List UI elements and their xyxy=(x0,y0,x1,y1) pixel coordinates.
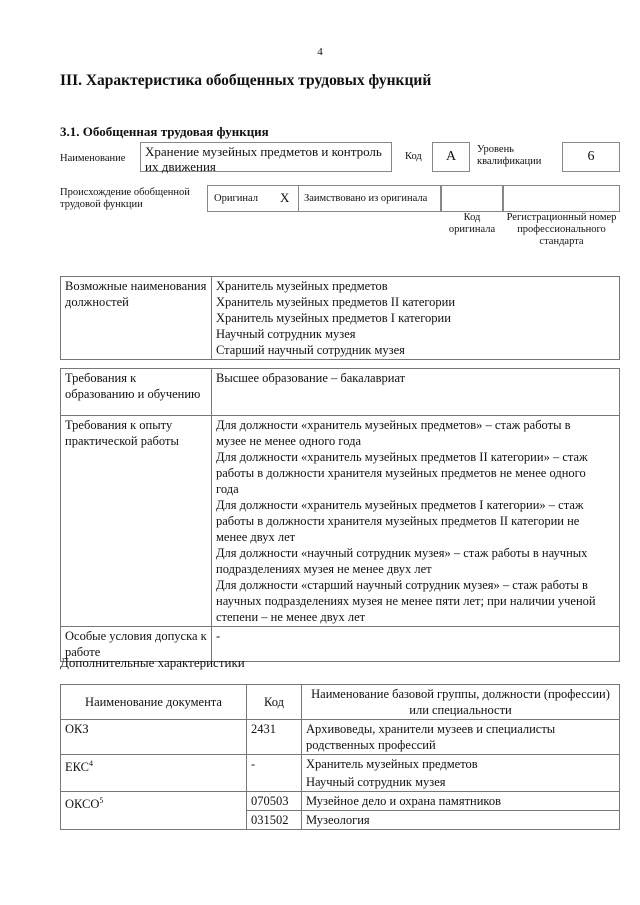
code-value: А xyxy=(445,149,457,164)
page-number: 4 xyxy=(317,46,323,58)
name-cell: Музеология xyxy=(302,811,620,830)
section-title: III. Характеристика обобщенных трудовых функций xyxy=(60,72,432,89)
education-row xyxy=(61,369,620,416)
code-value-box xyxy=(432,142,470,172)
code-cell: 2431 xyxy=(247,720,302,755)
name-cell: Хранитель музейных предметов xyxy=(302,755,620,774)
borrowed-label: Заимствовано из оригинала xyxy=(304,193,428,204)
positions-row xyxy=(61,277,620,360)
positions-list xyxy=(212,277,620,360)
code-cell: - xyxy=(247,755,302,792)
borrowed-box xyxy=(298,185,441,212)
name-value: Хранение музейных предметов и контроль их движения xyxy=(145,144,382,174)
name-cell: Архивоведы, хранители музеев и специалисты родственных профессий xyxy=(302,720,620,755)
code-cell: 031502 xyxy=(247,811,302,830)
experience-line: Для должности «хранитель музейных предметов II категории» – стаж xyxy=(216,450,588,464)
position-item: Хранитель музейных предметов xyxy=(216,279,388,293)
experience-line: года xyxy=(216,482,239,496)
position-item: Хранитель музейных предметов I категории xyxy=(216,311,451,325)
experience-line: Для должности «хранитель музейных предметов» – стаж работы в xyxy=(216,418,571,432)
level-label: Уровень квалификации xyxy=(477,144,542,167)
doc-cell: ОКЗ xyxy=(61,720,247,755)
name-cell: Музейное дело и охрана памятников xyxy=(302,792,620,811)
position-item: Старший научный сотрудник музея xyxy=(216,343,405,357)
origin-label: Происхождение обобщенной трудовой функции xyxy=(60,187,190,210)
footnote-ref: 4 xyxy=(89,759,93,768)
experience-line: степени – не менее двух лет xyxy=(216,610,366,624)
special-value: - xyxy=(212,627,620,662)
table-row xyxy=(61,755,620,774)
special-label: Особые условия допуска к работе xyxy=(61,627,212,662)
experience-line: музее не менее одного года xyxy=(216,434,362,448)
reg-number-caption: Регистрационный номер профессионального стандарта xyxy=(506,212,617,247)
level-value: 6 xyxy=(587,149,595,164)
education-value: Высшее образование – бакалавриат xyxy=(212,369,620,416)
experience-line: менее двух лет xyxy=(216,530,296,544)
experience-line: Для должности «научный сотрудник музея» – стаж работы в научных xyxy=(216,546,588,560)
name-value-box xyxy=(140,142,392,172)
doc-cell: ЕКС$^4$ xyxy=(61,755,247,792)
footnote-ref: 5 xyxy=(99,796,104,805)
col-code-header: Код xyxy=(247,685,302,720)
subsection-title: 3.1. Обобщенная трудовая функция xyxy=(60,124,269,139)
experience-line: Для должности «старший научный сотрудник музея» – стаж работы в xyxy=(216,578,588,592)
experience-row xyxy=(61,416,620,627)
requirements-table xyxy=(60,368,620,662)
experience-line: научных подразделениях музея не менее пяти лет; при наличии ученой xyxy=(216,594,596,608)
level-value-box xyxy=(562,142,620,172)
experience-line: Для должности «хранитель музейных предметов I категории» – стаж xyxy=(216,498,584,512)
col-name-header: Наименование базовой группы, должности (профессии) или специальности xyxy=(302,685,620,720)
code-original-caption: Код оригинала xyxy=(448,212,496,235)
reg-number-box xyxy=(503,185,620,212)
position-item: Хранитель музейных предметов II категории xyxy=(216,295,456,309)
additional-table xyxy=(60,684,620,830)
original-box xyxy=(207,185,299,212)
education-label: Требования к образованию и обучению xyxy=(61,369,212,416)
doc-cell: ОКСО$^5$ xyxy=(61,792,247,830)
table-row xyxy=(61,720,620,755)
experience-label: Требования к опыту практической работы xyxy=(61,416,212,627)
original-mark: X xyxy=(280,190,290,205)
additional-header-row xyxy=(61,685,620,720)
table-row xyxy=(61,792,620,811)
col-doc-header: Наименование документа xyxy=(61,685,247,720)
experience-line: работы в должности хранителя музейных предметов не менее одного xyxy=(216,466,586,480)
original-label: Оригинал xyxy=(214,193,258,204)
experience-line: подразделениях музея не менее двух лет xyxy=(216,562,432,576)
name-cell: Научный сотрудник музея xyxy=(302,773,620,792)
code-original-box xyxy=(441,185,503,212)
experience-value xyxy=(212,416,620,627)
additional-title: Дополнительные характеристики xyxy=(60,655,245,670)
code-cell: 070503 xyxy=(247,792,302,811)
name-label: Наименование xyxy=(60,153,126,164)
code-label: Код xyxy=(405,151,422,162)
positions-table xyxy=(60,276,620,360)
position-item: Научный сотрудник музея xyxy=(216,327,356,341)
experience-line: работы в должности хранителя музейных предметов II категории не xyxy=(216,514,580,528)
positions-label: Возможные наименования должностей xyxy=(61,277,212,360)
